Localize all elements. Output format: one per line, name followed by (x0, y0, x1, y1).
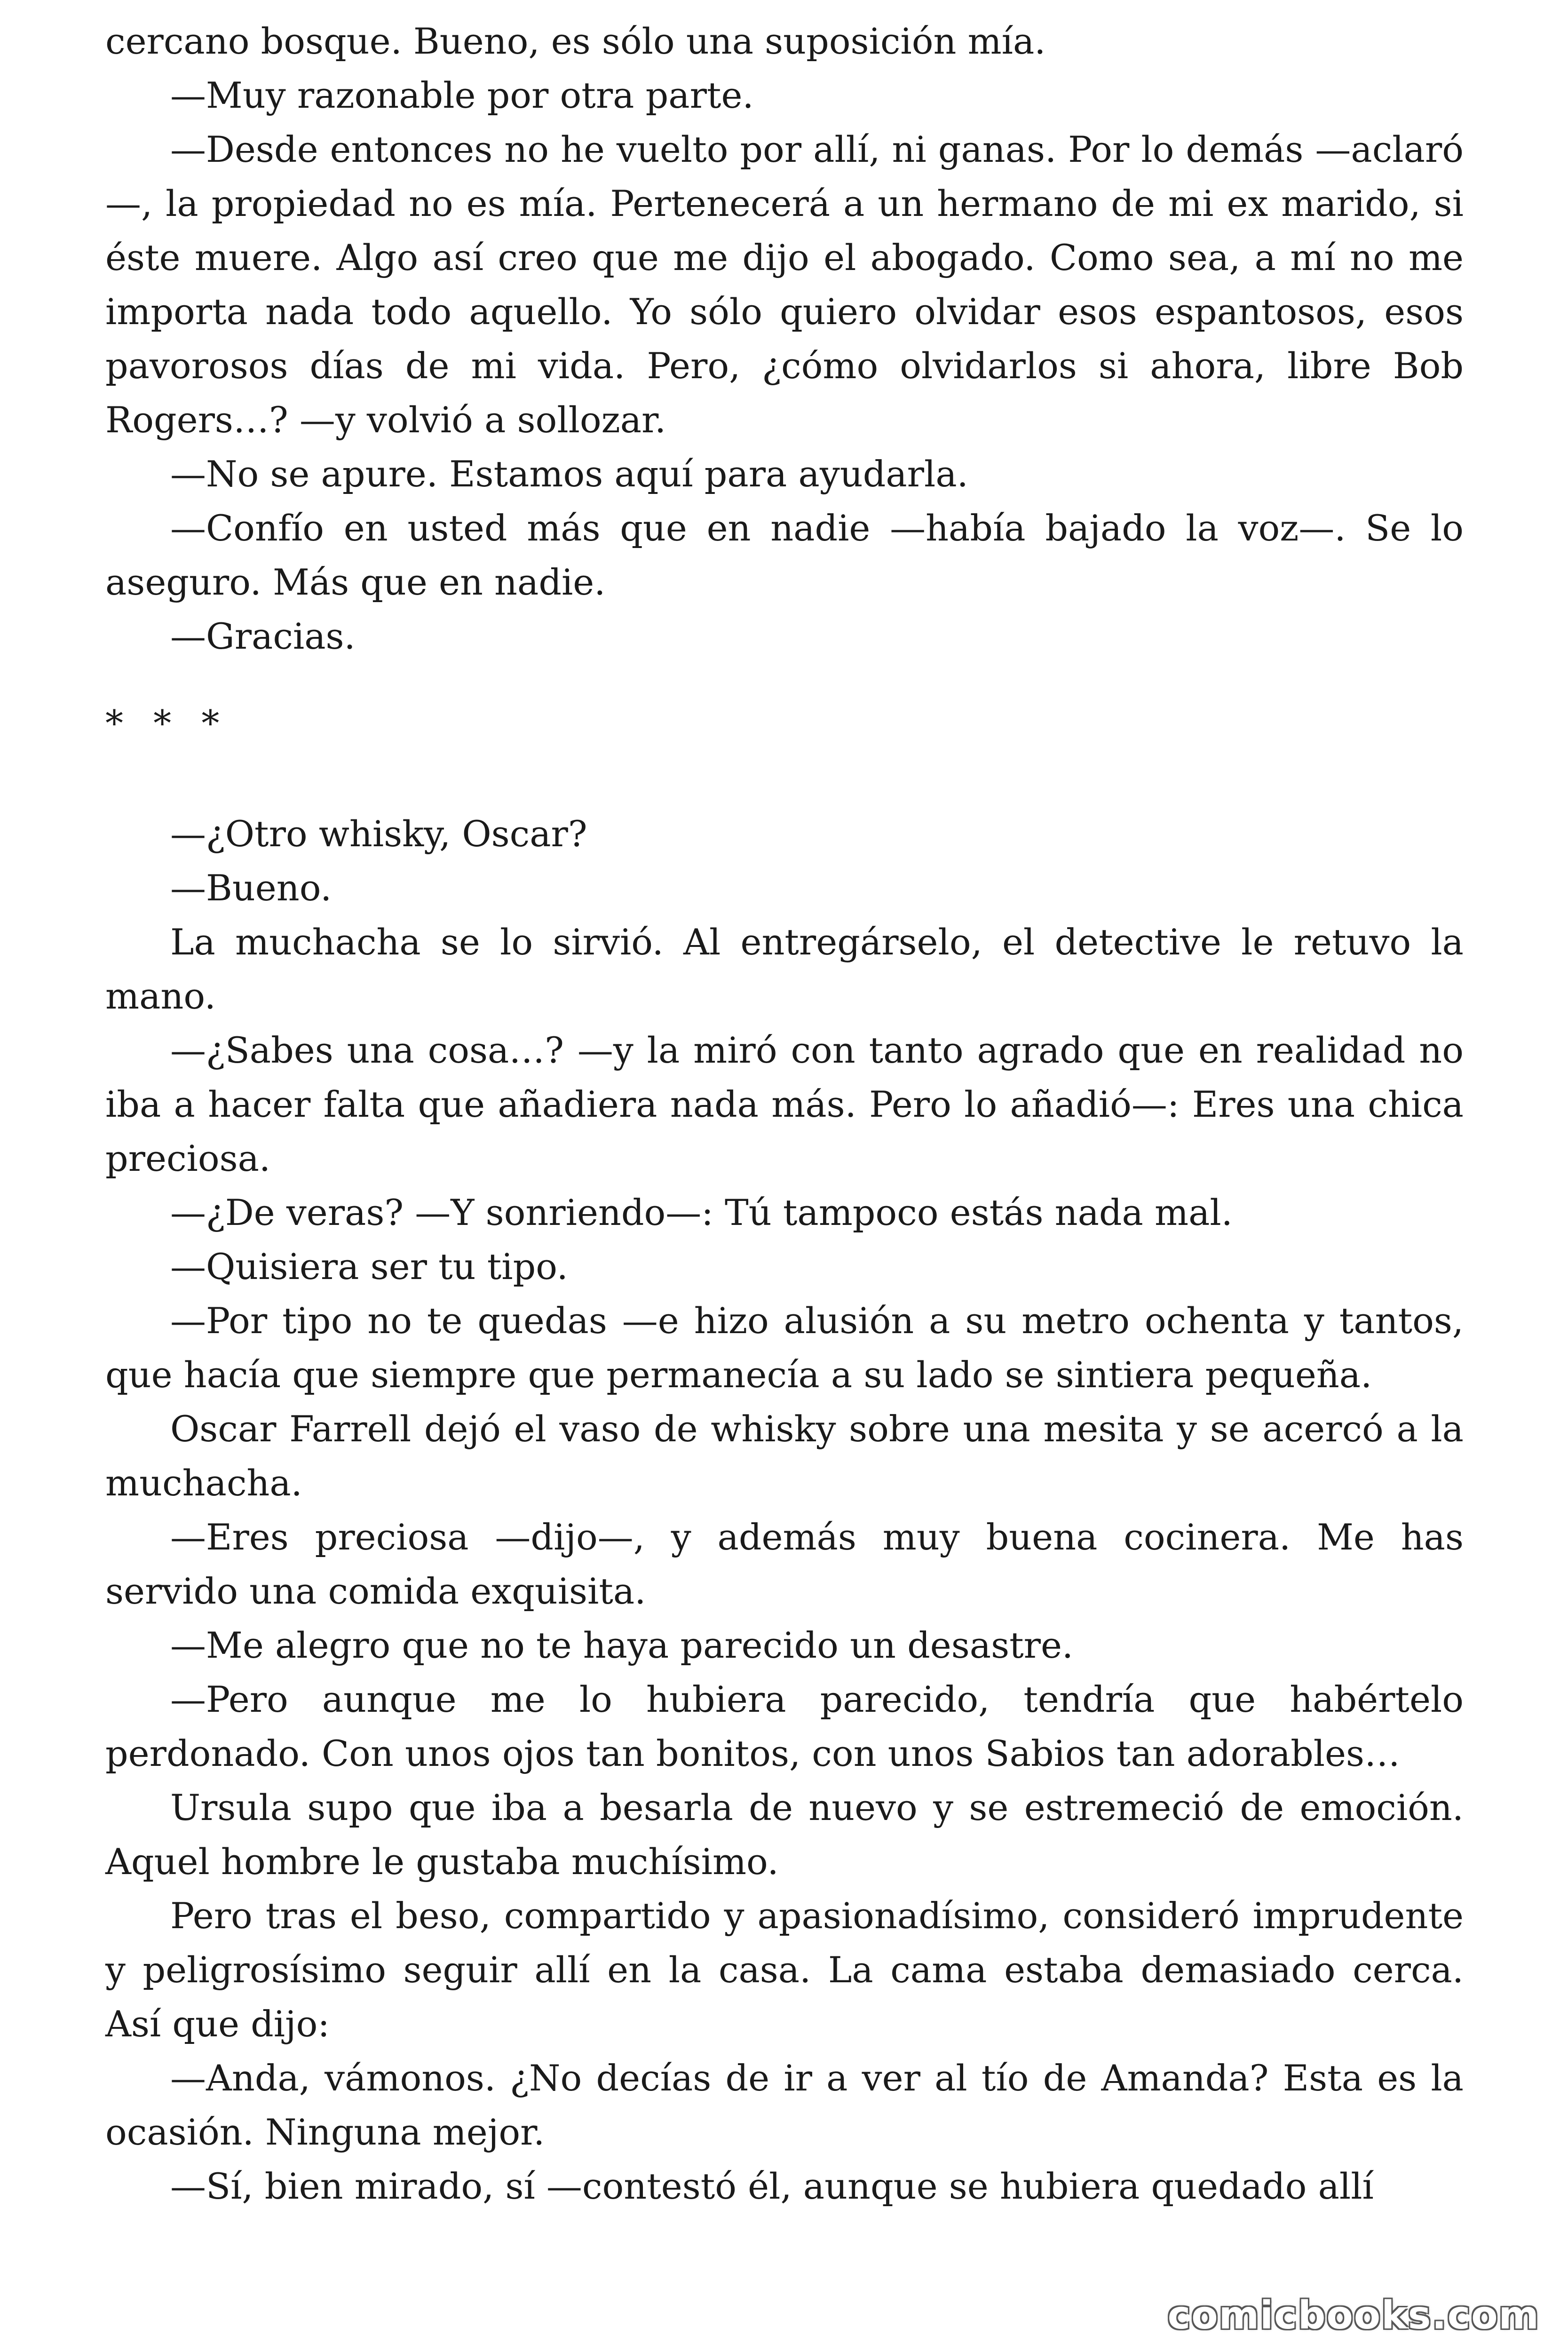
paragraph: —Pero aunque me lo hubiera parecido, tendría que habértelo perdonado. Con unos ojos tan bonitos, con unos Sabios tan adorables… (105, 1678, 1464, 1774)
paragraph: —Confío en usted más que en nadie —había bajado la voz—. Se lo aseguro. Más que en nadie. (105, 507, 1464, 603)
paragraph: —Sí, bien mirado, sí —contestó él, aunque se hubiera quedado allí (170, 2165, 1374, 2207)
paragraph: —Anda, vámonos. ¿No decías de ir a ver al tío de Amanda? Esta es la ocasión. Ninguna mejor. (105, 2057, 1464, 2153)
paragraph: —¿Otro whisky, Oscar? (170, 813, 587, 855)
paragraph: Pero tras el beso, compartido y apasionadísimo, consideró imprudente y peligrosísimo seguir allí en la casa. La cama estaba demasiado cerca. Así que dijo: (105, 1895, 1464, 2045)
paragraph: —Por tipo no te quedas —e hizo alusión a su metro ochenta y tantos, que hacía que siempre que permanecía a su lado se sintiera pequeña. (105, 1300, 1464, 1396)
paragraph: —¿De veras? —Y sonriendo—: Tú tampoco estás nada mal. (170, 1192, 1233, 1233)
paragraph: —Desde entonces no he vuelto por allí, ni ganas. Por lo demás —aclaró—, la propiedad no es mía. Pertenecerá a un hermano de mi ex marido, si éste muere. Algo así creo que me dijo el abogado. Como sea, a mí no me importa nada todo aquello. Yo sólo quiero olvidar esos espantosos, esos pavorosos días de mi vida. Pero, ¿cómo olvidarlos si ahora, libre Bob Rogers…? —y volvió a sollozar. (105, 128, 1464, 441)
paragraph: La muchacha se lo sirvió. Al entregárselo, el detective le retuvo la mano. (105, 921, 1464, 1017)
paragraph: Oscar Farrell dejó el vaso de whisky sobre una mesita y se acercó a la muchacha. (105, 1408, 1464, 1504)
body-text (105, 14, 1464, 2213)
paragraph: —No se apure. Estamos aquí para ayudarla. (170, 453, 968, 495)
paragraph: —Me alegro que no te haya parecido un desastre. (170, 1624, 1074, 1666)
paragraph: —Gracias. (170, 615, 356, 657)
paragraph: —Quisiera ser tu tipo. (170, 1246, 568, 1287)
paragraph: —Eres preciosa —dijo—, y además muy buena cocinera. Me has servido una comida exquisita. (105, 1516, 1464, 1612)
watermark-logo: comicbooks.com (1167, 2293, 1540, 2338)
paragraph: cercano bosque. Bueno, es sólo una suposición mía. (105, 20, 1046, 62)
paragraph: —¿Sabes una cosa…? —y la miró con tanto agrado que en realidad no iba a hacer falta que añadiera nada más. Pero lo añadió—: Eres una chica preciosa. (105, 1029, 1464, 1179)
paragraph: —Bueno. (170, 867, 332, 909)
section-separator: * * * (105, 702, 229, 744)
paragraph: —Muy razonable por otra parte. (170, 74, 754, 116)
paragraph: Ursula supo que iba a besarla de nuevo y se estremeció de emoción. Aquel hombre le gustaba muchísimo. (105, 1787, 1464, 1883)
